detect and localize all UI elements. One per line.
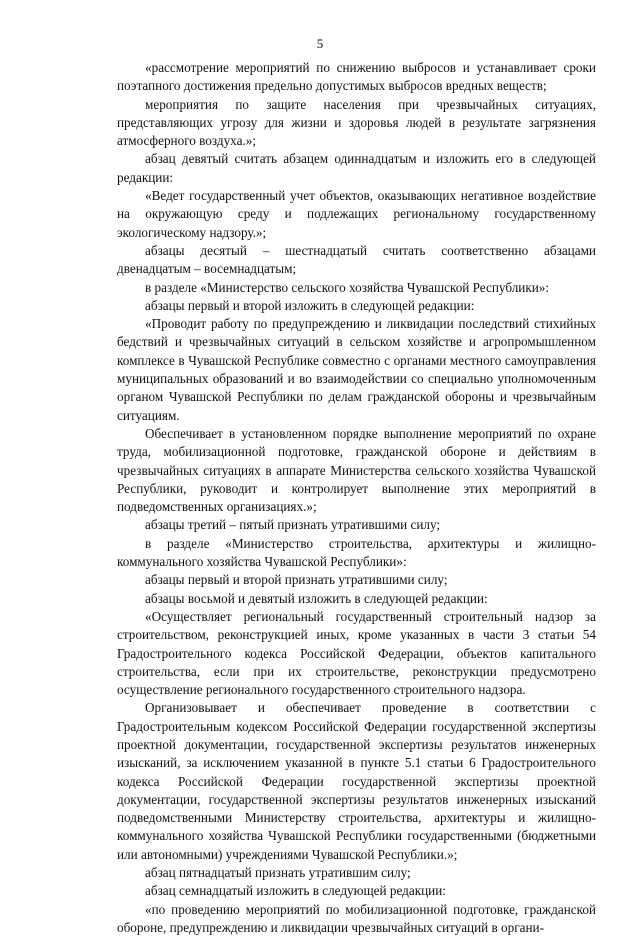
paragraph: мероприятия по защите населения при чрезвычайных ситуациях, представляющих угрозу для жизни и здоровья людей в результате загрязнения атмосферного воздуха.»; [117, 96, 596, 149]
paragraph: абзац пятнадцатый признать утратившим силу; [145, 865, 411, 881]
paragraph: Обеспечивает в установленном порядке выполнение мероприятий по охране труда, мобилизационной подготовке, гражданской обороне и действиям в чрезвычайных ситуациях в аппарате Министерства сельского хозяйства Чувашской Республики, руководит и контролирует выполнение этих мероприятий в подведомственных организациях.»; [117, 425, 596, 515]
paragraph: в разделе «Министерство сельского хозяйства Чувашской Республики»: [145, 279, 550, 295]
paragraph: Организовывает и обеспечивает проведение в соответствии с Градостроительным кодексом Российской Федерации государственной экспертизы проектной документации, государственной экспертизы результатов инженерных изысканий, за исключением указанной в пункте 5.1 статьи 6 Градостроительного кодекса Российской Федерации государственной экспертизы проектной документации, государственной экспертизы результатов инженерных изысканий подведомственными Министерству строительства, архитектуры и жилищно-коммунального хозяйства Чувашской Республики государственными (бюджетными или автономными) учреждениями Чувашской Республики.»; [117, 700, 596, 862]
paragraph: в разделе «Министерство строительства, архитектуры и жилищно-коммунального хозяйства Чувашской Республики»: [117, 535, 596, 570]
paragraph: абзацы первый и второй изложить в следующей редакции: [145, 297, 475, 313]
paragraph: абзацы третий – пятый признать утратившими силу; [145, 517, 441, 533]
paragraph: абзац семнадцатый изложить в следующей редакции: [145, 883, 446, 899]
paragraph: абзацы восьмой и девятый изложить в следующей редакции: [145, 590, 488, 606]
paragraph: «Проводит работу по предупреждению и ликвидации последствий стихийных бедствий и чрезвычайных ситуаций в сельском хозяйстве и агропромышленном комплексе в Чувашской Республике совместно с органами местного самоуправления муниципальных образований и во взаимодействии со специально уполномоченным органом Чувашской Республики по делам гражданской обороны и чрезвычайным ситуациям. [117, 316, 596, 423]
paragraph: абзацы десятый – шестнадцатый считать соответственно абзацами двенадцатым – восемнадцатым; [117, 242, 596, 277]
paragraph: «рассмотрение мероприятий по снижению выбросов и устанавливает сроки поэтапного достижения предельно допустимых выбросов вредных веществ; [117, 60, 596, 94]
document-body [117, 59, 596, 937]
paragraph: «по проведению мероприятий по мобилизационной подготовке, гражданской обороне, предупреждению и ликвидации чрезвычайных ситуаций в органи- [117, 901, 596, 935]
paragraph: «Осуществляет региональный государственный строительный надзор за строительством, реконструкцией иных, кроме указанных в части 3 статьи 54 Градостроительного кодекса Российской Федерации, объектов капитального строительства, если при их строительстве, реконструкции предусмотрено осуществление регионального государственного строительного надзора. [117, 608, 596, 698]
paragraph: «Ведет государственный учет объектов, оказывающих негативное воздействие на окружающую среду и подлежащих региональному государственному экологическому надзору.»; [117, 188, 596, 240]
page-number: 5 [316, 36, 324, 51]
paragraph: абзацы первый и второй признать утратившими силу; [145, 572, 448, 588]
paragraph: абзац девятый считать абзацем одиннадцатым и изложить его в следующей редакции: [117, 151, 596, 185]
